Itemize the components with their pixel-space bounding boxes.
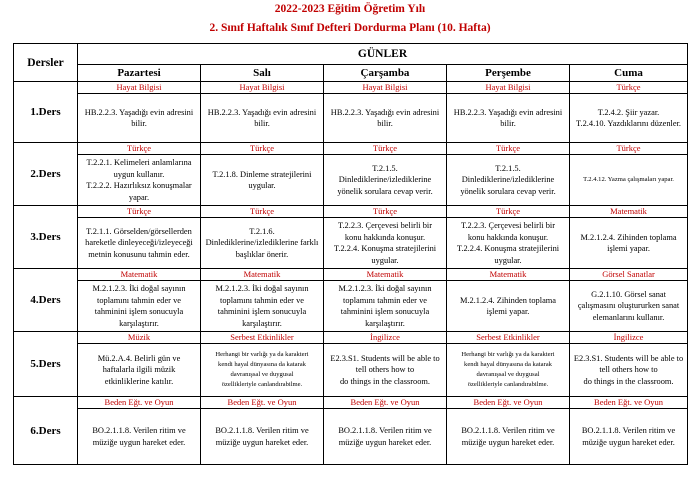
lesson-text: Herhangi bir varlığı ya da karakteri kendi hayal dünyasına da katarak davranışsal ve duygusal özellikleriyle canlandırabilme. bbox=[461, 351, 555, 388]
lesson-cell bbox=[570, 143, 688, 206]
lesson-cell bbox=[324, 82, 447, 143]
row-label: 6.Ders bbox=[14, 397, 78, 465]
weekly-plan-table bbox=[13, 43, 688, 465]
lesson-text: M.2.1.2.3. İki doğal sayının toplamını tahmin eder ve tahminini işlem sonucuyla karşılaştırır. bbox=[92, 284, 186, 328]
row-label: 5.Ders bbox=[14, 332, 78, 397]
day-header-carsamba: Çarşamba bbox=[324, 65, 447, 82]
lesson-cell bbox=[570, 82, 688, 143]
table-row bbox=[14, 206, 688, 269]
subject-label: Matematik bbox=[201, 269, 323, 281]
lesson-text: T.2.1.5. Dinlediklerine/izlediklerine yönelik sorulara cevap verir. bbox=[337, 163, 433, 196]
lesson-cell bbox=[447, 269, 570, 332]
lesson-text: M.2.1.2.3. İki doğal sayının toplamını tahmin eder ve tahminini işlem sonucuyla karşılaştırır. bbox=[215, 284, 309, 328]
lesson-cell bbox=[78, 332, 201, 397]
subject-label: Türkçe bbox=[447, 206, 569, 218]
table-row bbox=[14, 332, 688, 397]
lesson-cell bbox=[324, 397, 447, 465]
gunler-header: GÜNLER bbox=[78, 44, 688, 65]
day-header-pazartesi: Pazartesi bbox=[78, 65, 201, 82]
subject-label: Türkçe bbox=[324, 143, 446, 155]
subject-label: Serbest Etkinlikler bbox=[447, 332, 569, 344]
row-label: 4.Ders bbox=[14, 269, 78, 332]
lesson-text: T.2.2.3. Çerçevesi belirli bir konu hakkında konuşur. T.2.2.4. Konuşma stratejilerini uygular. bbox=[333, 221, 437, 265]
lesson-text: HB.2.2.3. Yaşadığı evin adresini bilir. bbox=[453, 107, 563, 128]
row-label: 3.Ders bbox=[14, 206, 78, 269]
lesson-cell bbox=[570, 206, 688, 269]
lesson-cell bbox=[570, 397, 688, 465]
lesson-text: BO.2.1.1.8. Verilen ritim ve müziğe uygun hareket eder. bbox=[215, 426, 309, 447]
lesson-text: G.2.1.10. Görsel sanat çalışmasını oluştururken sanat elemanlarını kullanır. bbox=[577, 289, 680, 322]
lesson-cell bbox=[447, 332, 570, 397]
lesson-text: E2.3.S1. Students will be able to tell others how to do things in the classroom. bbox=[573, 353, 684, 386]
document-subtitle: 2. Sınıf Haftalık Sınıf Defteri Dordurma Planı (10. Hafta) bbox=[209, 22, 491, 34]
table-row bbox=[14, 269, 688, 332]
lesson-text: T.2.1.1. Görselden/görsellerden hareketle dinleyeceği/izleyeceği metnin konusunu tahmin eder. bbox=[85, 226, 193, 259]
day-header-sali: Salı bbox=[201, 65, 324, 82]
table-row bbox=[14, 143, 688, 206]
subject-label: Türkçe bbox=[570, 143, 687, 155]
subject-label: Matematik bbox=[570, 206, 687, 218]
lesson-cell bbox=[201, 82, 324, 143]
row-label: 1.Ders bbox=[14, 82, 78, 143]
subject-label: Hayat Bilgisi bbox=[324, 82, 446, 94]
subject-label: Hayat Bilgisi bbox=[201, 82, 323, 94]
lesson-cell bbox=[570, 269, 688, 332]
lesson-text: T.2.1.8. Dinleme stratejilerini uygular. bbox=[212, 169, 312, 190]
lesson-cell bbox=[201, 269, 324, 332]
lesson-text: HB.2.2.3. Yaşadığı evin adresini bilir. bbox=[330, 107, 440, 128]
lesson-text: BO.2.1.1.8. Verilen ritim ve müziğe uygun hareket eder. bbox=[461, 426, 555, 447]
lesson-cell bbox=[201, 143, 324, 206]
lesson-cell bbox=[78, 269, 201, 332]
lesson-cell bbox=[324, 143, 447, 206]
lesson-text: M.2.1.2.4. Zihinden toplama işlemi yapar. bbox=[459, 295, 557, 316]
dersler-header: Dersler bbox=[14, 44, 78, 82]
lesson-cell bbox=[447, 397, 570, 465]
lesson-cell bbox=[78, 397, 201, 465]
subject-label: Serbest Etkinlikler bbox=[201, 332, 323, 344]
subject-label: İngilizce bbox=[324, 332, 446, 344]
subject-label: Beden Eğt. ve Oyun bbox=[324, 397, 446, 409]
subject-label: Matematik bbox=[324, 269, 446, 281]
lesson-text: M.2.1.2.3. İki doğal sayının toplamını tahmin eder ve tahminini işlem sonucuyla karşılaştırır. bbox=[338, 284, 432, 328]
row-label: 2.Ders bbox=[14, 143, 78, 206]
lesson-cell bbox=[324, 332, 447, 397]
lesson-cell bbox=[447, 206, 570, 269]
day-header-persembe: Perşembe bbox=[447, 65, 570, 82]
lesson-text: HB.2.2.3. Yaşadığı evin adresini bilir. bbox=[207, 107, 317, 128]
subject-label: Türkçe bbox=[570, 82, 687, 94]
lesson-text: M.2.1.2.4. Zihinden toplama işlemi yapar. bbox=[580, 232, 677, 253]
subject-label: Türkçe bbox=[324, 206, 446, 218]
subject-label: Beden Eğt. ve Oyun bbox=[201, 397, 323, 409]
subject-label: Müzik bbox=[78, 332, 200, 344]
lesson-cell bbox=[324, 269, 447, 332]
lesson-cell bbox=[78, 82, 201, 143]
subject-label: Türkçe bbox=[447, 143, 569, 155]
table-row bbox=[14, 397, 688, 465]
lesson-text: T.2.2.3. Çerçevesi belirli bir konu hakkında konuşur. T.2.2.4. Konuşma stratejilerini uygular. bbox=[456, 221, 560, 265]
lesson-text: T.2.1.5. Dinlediklerine/izlediklerine yönelik sorulara cevap verir. bbox=[460, 163, 556, 196]
lesson-cell bbox=[447, 143, 570, 206]
lesson-cell bbox=[201, 397, 324, 465]
lesson-cell bbox=[570, 332, 688, 397]
subject-label: Matematik bbox=[78, 269, 200, 281]
lesson-text: E2.3.S1. Students will be able to tell others how to do things in the classroom. bbox=[330, 353, 440, 386]
lesson-cell bbox=[324, 206, 447, 269]
lesson-cell bbox=[201, 332, 324, 397]
lesson-text: BO.2.1.1.8. Verilen ritim ve müziğe uygun hareket eder. bbox=[92, 426, 186, 447]
subject-label: Beden Eğt. ve Oyun bbox=[447, 397, 569, 409]
subject-label: Görsel Sanatlar bbox=[570, 269, 687, 281]
lesson-text: T.2.4.2. Şiir yazar. T.2.4.10. Yazdıklarını düzenler. bbox=[576, 107, 682, 128]
subject-label: Türkçe bbox=[78, 143, 200, 155]
subject-label: Hayat Bilgisi bbox=[78, 82, 200, 94]
subject-label: İngilizce bbox=[570, 332, 687, 344]
table-row bbox=[14, 82, 688, 143]
subject-label: Türkçe bbox=[201, 206, 323, 218]
lesson-text: BO.2.1.1.8. Verilen ritim ve müziğe uygun hareket eder. bbox=[581, 426, 676, 447]
subject-label: Türkçe bbox=[201, 143, 323, 155]
lesson-cell bbox=[78, 206, 201, 269]
lesson-cell bbox=[78, 143, 201, 206]
subject-label: Beden Eğt. ve Oyun bbox=[78, 397, 200, 409]
lesson-text: T.2.4.12. Yazma çalışmaları yapar. bbox=[583, 176, 674, 183]
day-header-cuma: Cuma bbox=[570, 65, 688, 82]
lesson-text: HB.2.2.3. Yaşadığı evin adresini bilir. bbox=[84, 107, 194, 128]
lesson-text: BO.2.1.1.8. Verilen ritim ve müziğe uygun hareket eder. bbox=[338, 426, 432, 447]
lesson-cell bbox=[201, 206, 324, 269]
subject-label: Matematik bbox=[447, 269, 569, 281]
lesson-text: Herhangi bir varlığı ya da karakteri kendi hayal dünyasına da katarak davranışsal ve duygusal özellikleriyle canlandırabilme. bbox=[215, 351, 309, 388]
lesson-text: T.2.2.1. Kelimeleri anlamlarına uygun kullanır. T.2.2.2. Hazırlıksız konuşmalar yapar. bbox=[86, 158, 192, 202]
subject-label: Hayat Bilgisi bbox=[447, 82, 569, 94]
lesson-cell bbox=[447, 82, 570, 143]
lesson-text: T.2.1.6. Dinlediklerine/izlediklerine farklı başlıklar önerir. bbox=[205, 226, 319, 259]
subject-label: Beden Eğt. ve Oyun bbox=[570, 397, 687, 409]
subject-label: Türkçe bbox=[78, 206, 200, 218]
document-title: 2022-2023 Eğitim Öğretim Yılı bbox=[274, 3, 426, 15]
lesson-text: Mü.2.A.4. Belirli gün ve haftalarla ilgili müzik etkinliklerine katılır. bbox=[97, 353, 181, 386]
